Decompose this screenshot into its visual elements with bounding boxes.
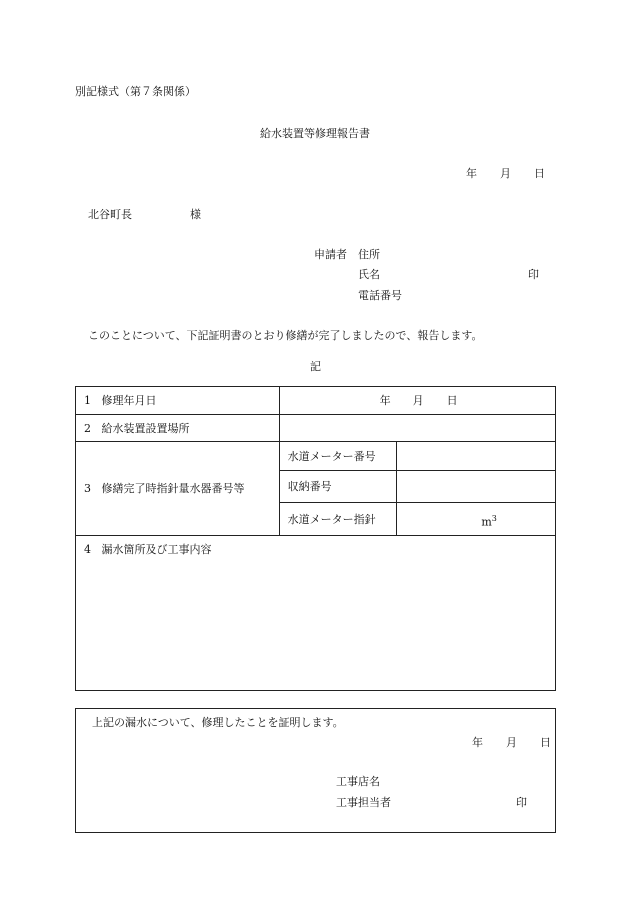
form-label: 別記様式（第７条関係）	[75, 85, 196, 98]
certificate-date-year: 年	[472, 736, 483, 749]
certificate-text: 上記の漏水について、修理したことを証明します。	[92, 716, 344, 729]
ki-heading: 記	[310, 360, 321, 373]
contractor-name-label: 工事店名	[336, 775, 380, 788]
applicant-role: 申請者	[314, 248, 347, 261]
repair-certificate-box	[75, 708, 556, 833]
table-row-repair-date	[76, 387, 556, 415]
table-row-install-location	[76, 415, 556, 442]
table-row-meter-number	[76, 442, 556, 471]
certificate-date-day: 日	[540, 736, 551, 749]
date-year: 年	[466, 167, 477, 180]
applicant-address-label: 住所	[358, 248, 380, 261]
applicant-name-label: 氏名	[358, 268, 380, 281]
repair-date-month: 月	[412, 394, 424, 407]
applicant-seal: 印	[528, 268, 539, 281]
cubic-meter-unit: $m^3$	[481, 514, 497, 529]
contractor-seal: 印	[516, 796, 527, 809]
table-row-leak-details	[76, 536, 556, 691]
meter-reading-value[interactable]	[397, 503, 556, 536]
meter-reading-label: 水道メーター指針	[279, 503, 397, 536]
applicant-phone-label: 電話番号	[358, 289, 402, 302]
addressee-honorific: 様	[190, 208, 201, 221]
date-day: 日	[534, 167, 545, 180]
repair-date-day: 日	[446, 394, 458, 407]
repair-date-value[interactable]	[279, 387, 555, 415]
leak-details-cell[interactable]	[76, 536, 556, 691]
repair-details-table	[75, 386, 556, 691]
statement-text: このことについて、下記証明書のとおり修繕が完了しましたので、報告します。	[88, 329, 483, 342]
certificate-date-month: 月	[506, 736, 517, 749]
document-title: 給水装置等修理報告書	[260, 127, 370, 140]
contractor-person-label: 工事担当者	[336, 796, 391, 809]
repair-date-label: 1 修理年月日	[76, 387, 280, 415]
receipt-number-label: 収納番号	[279, 471, 397, 503]
meter-info-label: 3 修繕完了時指針量水器番号等	[76, 442, 280, 536]
meter-number-label: 水道メーター番号	[279, 442, 397, 471]
meter-number-value[interactable]	[397, 442, 556, 471]
addressee-name: 北谷町長	[88, 208, 132, 221]
install-location-label: 2 給水装置設置場所	[76, 415, 280, 442]
leak-details-label: 4 漏水箇所及び工事内容	[84, 543, 212, 556]
receipt-number-value[interactable]	[397, 471, 556, 503]
date-month: 月	[500, 167, 511, 180]
repair-date-year: 年	[379, 394, 391, 407]
install-location-value[interactable]	[279, 415, 555, 442]
